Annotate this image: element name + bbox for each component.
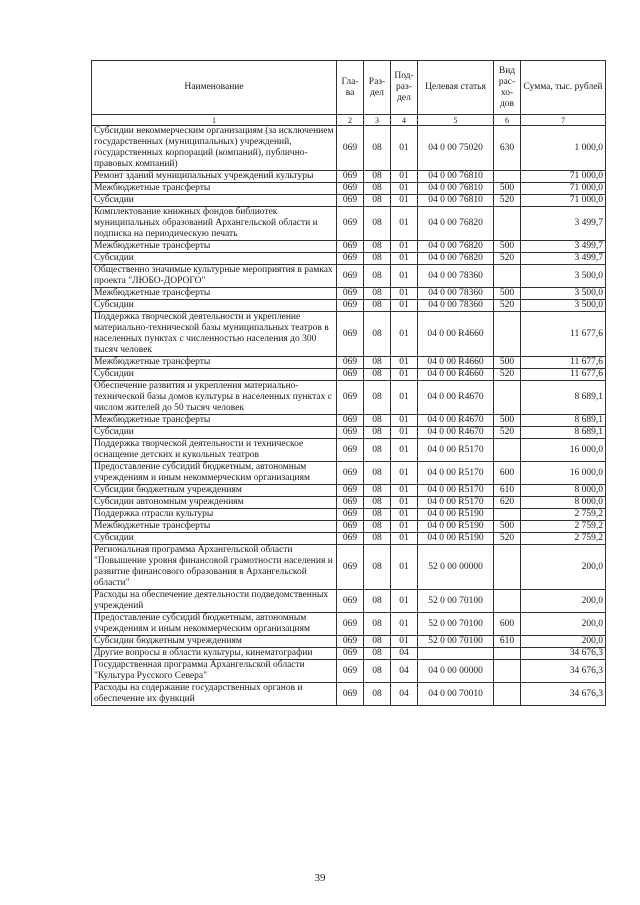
subsection-cell: 01 [391,207,418,241]
target-article-cell: 04 0 00 76820 [418,253,494,265]
target-article-cell: 04 0 00 76820 [418,241,494,253]
subsection-cell: 01 [391,288,418,300]
row-name-cell: Субсидии автономным учреждениям [92,497,337,509]
column-number: 1 [92,115,337,126]
row-name-cell: Межбюджетные трансферты [92,357,337,369]
table-row [92,545,606,590]
row-name-cell: Субсидии некоммерческим организациям (за исключением государственных (муниципальных) учреждений, государственных корпораций (компаний), публично-правовых компаний) [92,126,337,171]
target-article-cell: 52 0 00 00000 [418,545,494,590]
expense-type-cell: 520 [494,427,521,439]
row-name-cell: Межбюджетные трансферты [92,183,337,195]
row-name-cell: Предоставление субсидий бюджетным, автономным учреждениям и иным некоммерческим организациям [92,462,337,485]
table-row [92,171,606,183]
target-article-cell: 04 0 00 75020 [418,126,494,171]
chapter-cell: 069 [337,648,364,660]
subsection-cell: 01 [391,195,418,207]
chapter-cell: 069 [337,590,364,613]
chapter-cell: 069 [337,683,364,706]
chapter-cell: 069 [337,485,364,497]
section-cell: 08 [364,660,391,683]
expense-type-cell: 600 [494,462,521,485]
target-article-cell: 04 0 00 R5190 [418,521,494,533]
expense-type-cell: 500 [494,357,521,369]
table-row [92,613,606,636]
row-name-cell: Субсидии [92,195,337,207]
expense-type-cell [494,312,521,357]
subsection-cell: 01 [391,300,418,312]
amount-cell: 34 676,3 [521,648,606,660]
amount-cell: 3 500,0 [521,265,606,288]
section-cell: 08 [364,545,391,590]
page-number: 39 [314,872,326,884]
chapter-cell: 069 [337,462,364,485]
section-cell: 08 [364,648,391,660]
row-name-cell: Межбюджетные трансферты [92,521,337,533]
amount-cell: 8 689,1 [521,427,606,439]
subsection-cell: 01 [391,521,418,533]
target-article-cell: 52 0 00 70100 [418,613,494,636]
chapter-cell: 069 [337,195,364,207]
target-article-cell: 04 0 00 R5190 [418,509,494,521]
section-cell: 08 [364,415,391,427]
target-article-cell: 04 0 00 R4670 [418,427,494,439]
subsection-cell: 01 [391,381,418,415]
subsection-cell: 01 [391,545,418,590]
target-article-cell: 04 0 00 R5190 [418,533,494,545]
table-row [92,381,606,415]
column-number: 5 [418,115,494,126]
expense-type-cell: 500 [494,415,521,427]
table-row [92,312,606,357]
target-article-cell: 04 0 00 78360 [418,300,494,312]
expense-type-cell [494,207,521,241]
table-row [92,288,606,300]
subsection-cell: 01 [391,253,418,265]
table-row [92,195,606,207]
section-cell: 08 [364,195,391,207]
section-cell: 08 [364,521,391,533]
expense-type-cell [494,683,521,706]
section-cell: 08 [364,312,391,357]
amount-cell: 200,0 [521,613,606,636]
column-number: 6 [494,115,521,126]
chapter-cell: 069 [337,357,364,369]
amount-cell: 8 000,0 [521,497,606,509]
amount-cell: 2 759,2 [521,509,606,521]
amount-cell: 11 677,6 [521,357,606,369]
amount-cell: 3 499,7 [521,207,606,241]
amount-cell: 2 759,2 [521,533,606,545]
row-name-cell: Общественно значимые культурные мероприятия в рамках проекта "ЛЮБО-ДОРОГО" [92,265,337,288]
row-name-cell: Государственная программа Архангельской области "Культура Русского Севера" [92,660,337,683]
expense-type-cell: 500 [494,288,521,300]
subsection-cell: 01 [391,171,418,183]
expense-type-cell: 520 [494,369,521,381]
expense-type-cell: 500 [494,241,521,253]
expense-type-cell [494,660,521,683]
amount-cell: 16 000,0 [521,462,606,485]
chapter-cell: 069 [337,241,364,253]
expense-type-cell [494,381,521,415]
amount-cell: 3 500,0 [521,300,606,312]
header-chapter: Гла-ва [337,61,364,115]
expense-type-cell: 610 [494,636,521,648]
table-row [92,369,606,381]
table-body [92,126,606,706]
chapter-cell: 069 [337,369,364,381]
target-article-cell: 04 0 00 78360 [418,265,494,288]
subsection-cell: 01 [391,636,418,648]
row-name-cell: Субсидии [92,427,337,439]
target-article-cell: 04 0 00 R5170 [418,462,494,485]
chapter-cell: 069 [337,439,364,462]
chapter-cell: 069 [337,300,364,312]
amount-cell: 3 499,7 [521,253,606,265]
section-cell: 08 [364,300,391,312]
row-name-cell: Межбюджетные трансферты [92,288,337,300]
row-name-cell: Субсидии бюджетным учреждениям [92,485,337,497]
amount-cell: 34 676,3 [521,683,606,706]
target-article-cell: 04 0 00 R4660 [418,312,494,357]
table-row [92,636,606,648]
section-cell: 08 [364,171,391,183]
target-article-cell: 04 0 00 R5170 [418,485,494,497]
subsection-cell: 01 [391,533,418,545]
expense-type-cell: 610 [494,485,521,497]
expense-type-cell: 520 [494,195,521,207]
amount-cell: 34 676,3 [521,660,606,683]
row-name-cell: Субсидии бюджетным учреждениям [92,636,337,648]
subsection-cell: 01 [391,312,418,357]
column-number: 4 [391,115,418,126]
expense-type-cell: 500 [494,183,521,195]
table-row [92,683,606,706]
target-article-cell [418,648,494,660]
table-row [92,183,606,195]
section-cell: 08 [364,683,391,706]
subsection-cell: 01 [391,439,418,462]
expense-type-cell [494,265,521,288]
section-cell: 08 [364,533,391,545]
expense-type-cell: 630 [494,126,521,171]
table-row [92,648,606,660]
table-row [92,590,606,613]
chapter-cell: 069 [337,126,364,171]
amount-cell: 200,0 [521,636,606,648]
row-name-cell: Межбюджетные трансферты [92,241,337,253]
chapter-cell: 069 [337,288,364,300]
amount-cell: 3 499,7 [521,241,606,253]
table-row [92,439,606,462]
amount-cell: 200,0 [521,590,606,613]
amount-cell: 8 000,0 [521,485,606,497]
header-section: Раз-дел [364,61,391,115]
column-number: 3 [364,115,391,126]
section-cell: 08 [364,253,391,265]
header-subsection: Под-раз-дел [391,61,418,115]
row-name-cell: Субсидии [92,369,337,381]
section-cell: 08 [364,636,391,648]
target-article-cell: 52 0 00 70100 [418,590,494,613]
target-article-cell: 04 0 00 70010 [418,683,494,706]
chapter-cell: 069 [337,636,364,648]
section-cell: 08 [364,509,391,521]
table-row [92,265,606,288]
amount-cell: 8 689,1 [521,415,606,427]
expense-type-cell: 600 [494,613,521,636]
target-article-cell: 04 0 00 R4670 [418,415,494,427]
subsection-cell: 01 [391,415,418,427]
subsection-cell: 01 [391,613,418,636]
header-expense-type: Вид рас-хо-дов [494,61,521,115]
amount-cell: 3 500,0 [521,288,606,300]
target-article-cell: 04 0 00 R4660 [418,357,494,369]
header-amount: Сумма, тыс. рублей [521,61,606,115]
subsection-cell: 01 [391,497,418,509]
amount-cell: 11 677,6 [521,312,606,357]
target-article-cell: 04 0 00 R5170 [418,439,494,462]
target-article-cell: 04 0 00 R4670 [418,381,494,415]
chapter-cell: 069 [337,381,364,415]
chapter-cell: 069 [337,183,364,195]
subsection-cell: 04 [391,648,418,660]
target-article-cell: 04 0 00 76810 [418,171,494,183]
amount-cell: 71 000,0 [521,195,606,207]
chapter-cell: 069 [337,545,364,590]
table-row [92,357,606,369]
subsection-cell: 01 [391,369,418,381]
row-name-cell: Межбюджетные трансферты [92,415,337,427]
chapter-cell: 069 [337,497,364,509]
row-name-cell: Предоставление субсидий бюджетным, автономным учреждениям и иным некоммерческим организациям [92,613,337,636]
subsection-cell: 01 [391,265,418,288]
section-cell: 08 [364,369,391,381]
subsection-cell: 01 [391,357,418,369]
row-name-cell: Субсидии [92,253,337,265]
expense-type-cell: 520 [494,253,521,265]
expense-type-cell: 620 [494,497,521,509]
row-name-cell: Поддержка творческой деятельности и техническое оснащение детских и кукольных театров [92,439,337,462]
table-row [92,415,606,427]
expense-type-cell: 520 [494,533,521,545]
section-cell: 08 [364,590,391,613]
section-cell: 08 [364,357,391,369]
header-target-article: Целевая статья [418,61,494,115]
section-cell: 08 [364,439,391,462]
chapter-cell: 069 [337,613,364,636]
row-name-cell: Региональная программа Архангельской области "Повышение уровня финансовой грамотности населения и развитие финансового образования в Архангельской области" [92,545,337,590]
chapter-cell: 069 [337,207,364,241]
row-name-cell: Поддержка творческой деятельности и укрепление материально-технической базы муниципальных театров в населенных пунктах с численностью населения до 300 тысяч человек [92,312,337,357]
column-number: 7 [521,115,606,126]
subsection-cell: 01 [391,590,418,613]
row-name-cell: Расходы на содержание государственных органов и обеспечение их функций [92,683,337,706]
table-row [92,533,606,545]
amount-cell: 2 759,2 [521,521,606,533]
section-cell: 08 [364,241,391,253]
section-cell: 08 [364,427,391,439]
expense-type-cell [494,545,521,590]
row-name-cell: Комплектование книжных фондов библиотек муниципальных образований Архангельской области и подписка на периодическую печать [92,207,337,241]
expense-type-cell [494,439,521,462]
subsection-cell: 01 [391,241,418,253]
table-row [92,497,606,509]
table-row [92,300,606,312]
amount-cell: 71 000,0 [521,171,606,183]
column-number: 2 [337,115,364,126]
expense-type-cell [494,648,521,660]
row-name-cell: Обеспечение развития и укрепления материально-технической базы домов культуры в населенных пунктах с числом жителей до 50 тысяч человек [92,381,337,415]
table-row [92,462,606,485]
amount-cell: 16 000,0 [521,439,606,462]
subsection-cell: 01 [391,462,418,485]
chapter-cell: 069 [337,312,364,357]
expense-type-cell [494,171,521,183]
section-cell: 08 [364,207,391,241]
amount-cell: 71 000,0 [521,183,606,195]
subsection-cell: 04 [391,660,418,683]
chapter-cell: 069 [337,253,364,265]
table-row [92,660,606,683]
row-name-cell: Другие вопросы в области культуры, кинематографии [92,648,337,660]
subsection-cell: 01 [391,126,418,171]
expense-type-cell [494,590,521,613]
target-article-cell: 52 0 00 70100 [418,636,494,648]
chapter-cell: 069 [337,509,364,521]
expense-type-cell: 520 [494,300,521,312]
table-row [92,207,606,241]
row-name-cell: Субсидии [92,300,337,312]
target-article-cell: 04 0 00 76810 [418,195,494,207]
table-row [92,509,606,521]
section-cell: 08 [364,485,391,497]
table-row [92,241,606,253]
section-cell: 08 [364,265,391,288]
chapter-cell: 069 [337,427,364,439]
amount-cell: 11 677,6 [521,369,606,381]
subsection-cell: 01 [391,183,418,195]
table-row [92,126,606,171]
table-row [92,521,606,533]
header-row [92,61,606,115]
subsection-cell: 04 [391,683,418,706]
subsection-cell: 01 [391,485,418,497]
row-name-cell: Расходы на обеспечение деятельности подведомственных учреждений [92,590,337,613]
expense-type-cell [494,509,521,521]
amount-cell: 200,0 [521,545,606,590]
chapter-cell: 069 [337,171,364,183]
chapter-cell: 069 [337,533,364,545]
section-cell: 08 [364,462,391,485]
section-cell: 08 [364,183,391,195]
chapter-cell: 069 [337,660,364,683]
target-article-cell: 04 0 00 76810 [418,183,494,195]
header-name: Наименование [92,61,337,115]
amount-cell: 8 689,1 [521,381,606,415]
target-article-cell: 04 0 00 78360 [418,288,494,300]
budget-table [91,60,606,706]
table-row [92,485,606,497]
subsection-cell: 01 [391,509,418,521]
chapter-cell: 069 [337,521,364,533]
table-row [92,253,606,265]
section-cell: 08 [364,126,391,171]
row-name-cell: Ремонт зданий муниципальных учреждений культуры [92,171,337,183]
chapter-cell: 069 [337,415,364,427]
target-article-cell: 04 0 00 76820 [418,207,494,241]
target-article-cell: 04 0 00 R5170 [418,497,494,509]
amount-cell: 1 000,0 [521,126,606,171]
target-article-cell: 04 0 00 R4660 [418,369,494,381]
row-name-cell: Поддержка отрасли культуры [92,509,337,521]
subsection-cell: 01 [391,427,418,439]
expense-type-cell: 500 [494,521,521,533]
chapter-cell: 069 [337,265,364,288]
column-number-row [92,115,606,126]
target-article-cell: 04 0 00 00000 [418,660,494,683]
row-name-cell: Субсидии [92,533,337,545]
section-cell: 08 [364,613,391,636]
table-row [92,427,606,439]
section-cell: 08 [364,381,391,415]
section-cell: 08 [364,497,391,509]
section-cell: 08 [364,288,391,300]
